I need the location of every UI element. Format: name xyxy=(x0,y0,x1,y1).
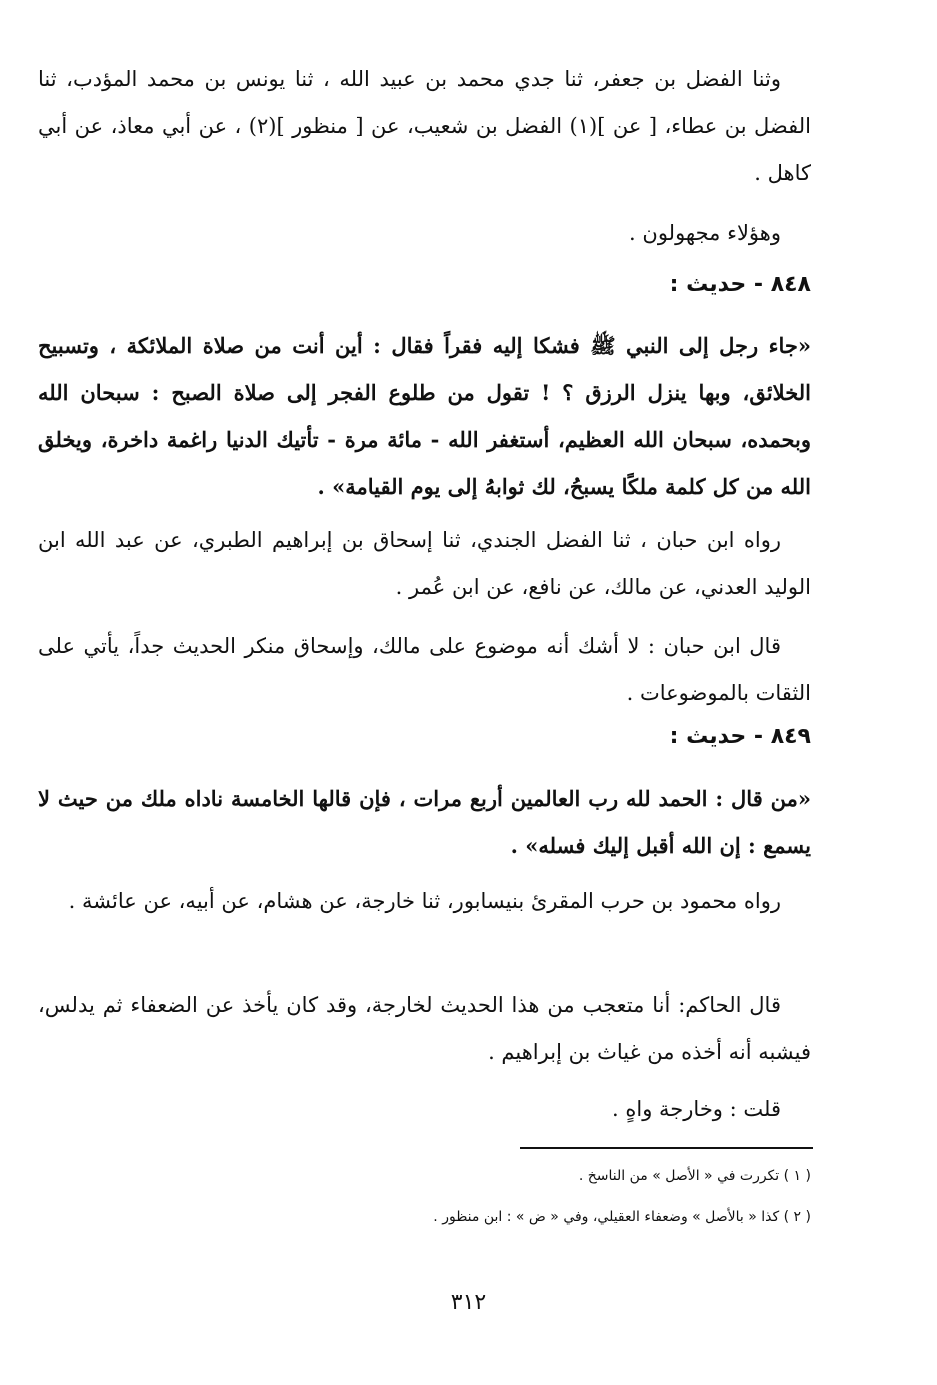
paragraph-hakim-verdict: قال الحاكم: أنا متعجب من هذا الحديث لخارجة، وقد كان يأخذ عن الضعفاء ثم يدلس، فيشبه أنه أخذه من غياث بن إبراهيم . xyxy=(38,993,811,1064)
paragraph-majhul: وهؤلاء مجهولون . xyxy=(629,221,781,245)
paragraph-ibn-hibban-verdict: قال ابن حبان : لا أشك أنه موضوع على مالك، وإسحاق منكر الحديث جداً، يأتي على الثقات بالموضوعات . xyxy=(38,634,811,705)
paragraph-qultu: قلت : وخارجة واهٍ . xyxy=(612,1097,781,1121)
footnote-separator xyxy=(520,1147,813,1149)
hadith-heading-849: ٨٤٩ - حديث : xyxy=(669,724,811,749)
hadith-text-849: «من قال : الحمد لله رب العالمين أربع مرات ، فإن قالها الخامسة ناداه ملك من حيث لا يسمع : إن الله أقبل إليك فسله» . xyxy=(38,786,811,858)
hadith-text-848: «جاء رجل إلى النبي ﷺ فشكا إليه فقراً فقال : أين أنت من صلاة الملائكة ، وتسبيح الخلائق، وبها ينزل الرزق ؟ ! تقول من طلوع الفجر إلى صلاة الصبح : سبحان الله وبحمده، سبحان الله العظيم، أستغفر الله - مائة مرة - تأتيك الدنيا راغمة داخرة، ويخلق الله من كل كلمة ملكًا يسبحُ، لك ثوابهُ إلى يوم القيامة» . xyxy=(38,333,811,499)
paragraph-isnad-1: وثنا الفضل بن جعفر، ثنا جدي محمد بن عبيد الله ، ثنا يونس بن محمد المؤدب، ثنا الفضل بن عطاء، [ عن ](١) الفضل بن شعيب، عن [ منظور ](٢) ، عن أبي معاذ، عن أبي كاهل . xyxy=(38,67,811,185)
footnote-2: ( ٢ ) كذا « بالأصل » وضعفاء العقيلي، وفي « ض » : ابن منظور . xyxy=(433,1209,811,1225)
hadith-heading-848: ٨٤٨ - حديث : xyxy=(669,272,811,297)
paragraph-mahmud-isnad: رواه محمود بن حرب المقرئ بنيسابور، ثنا خارجة، عن هشام، عن أبيه، عن عائشة . xyxy=(68,889,781,913)
page-number: ٣١٢ xyxy=(450,1290,487,1315)
footnote-1: ( ١ ) تكررت في « الأصل » من الناسخ . xyxy=(578,1168,811,1184)
paragraph-ibn-hibban-isnad: رواه ابن حبان ، ثنا الفضل الجندي، ثنا إسحاق بن إبراهيم الطبري، عن عبد الله ابن الوليد العدني، عن مالك، عن نافع، عن ابن عُمر . xyxy=(38,528,811,599)
